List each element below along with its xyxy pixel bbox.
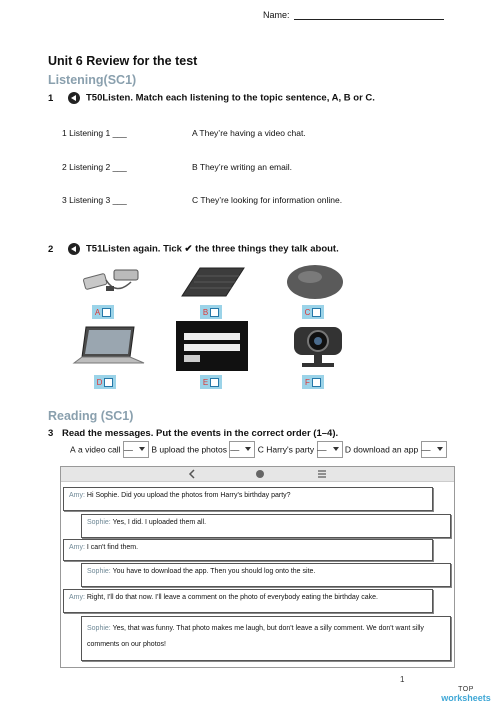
- question-2: [48, 243, 339, 255]
- question-1-text: T50Listen. Match each listening to the topic sentence, A, B or C.: [86, 92, 375, 104]
- logo-top-text: TOP: [458, 686, 474, 693]
- question-3: [48, 428, 338, 439]
- message-text: Right, I'll do that now. I'll leave a comment on the photo of everybody eating the birthday cake.: [86, 594, 378, 601]
- tick-box-b-letter: B: [202, 307, 209, 317]
- event-a-label: a video call: [78, 444, 121, 455]
- picture-c: [280, 258, 350, 303]
- unit-title: Unit 6 Review for the test: [48, 54, 198, 68]
- option-b: B They’re writing an email.: [192, 162, 292, 172]
- question-2-text: T51Listen again. Tick ✔ the three things they talk about.: [86, 243, 339, 255]
- picture-a: [76, 258, 146, 303]
- tick-box-e[interactable]: [200, 375, 222, 389]
- question-1: [48, 92, 375, 104]
- message-sender: Amy:: [69, 594, 85, 601]
- message-sender: Sophie:: [87, 519, 111, 526]
- checkbox-c[interactable]: [312, 308, 321, 317]
- message-sophie-3: [81, 616, 451, 661]
- message-text: Hi Sophie. Did you upload the photos from Harry's birthday party?: [86, 492, 291, 499]
- chevron-down-icon: [333, 447, 339, 451]
- event-b-letter: B: [151, 444, 157, 455]
- event-c-value: __: [317, 442, 327, 451]
- name-field: [263, 10, 444, 20]
- event-d-label: download an app: [353, 444, 419, 455]
- checkbox-a[interactable]: [102, 308, 111, 317]
- tick-box-b[interactable]: [200, 305, 222, 319]
- tick-box-e-letter: E: [202, 377, 209, 387]
- chevron-down-icon: [245, 447, 251, 451]
- message-sophie-2: [81, 563, 451, 587]
- event-a-dropdown[interactable]: [123, 441, 149, 458]
- home-icon[interactable]: [255, 469, 265, 479]
- match-item-1: 1 Listening 1 ___: [62, 128, 127, 138]
- checkbox-f[interactable]: [312, 378, 321, 387]
- checkbox-e[interactable]: [210, 378, 219, 387]
- option-c: C They’re looking for information online.: [192, 195, 343, 205]
- topworksheets-logo: [436, 686, 496, 702]
- tick-box-d-letter: D: [96, 377, 103, 387]
- back-chevron-icon[interactable]: [187, 469, 197, 479]
- chevron-down-icon: [437, 447, 443, 451]
- event-c-letter: C: [257, 444, 264, 455]
- tick-box-f[interactable]: [302, 375, 324, 389]
- tick-box-c-letter: C: [304, 307, 311, 317]
- question-3-text: Read the messages. Put the events in the correct order (1–4).: [62, 428, 339, 439]
- picture-d: [72, 323, 148, 371]
- menu-icon[interactable]: [317, 469, 327, 479]
- event-a-value: __: [123, 442, 133, 451]
- checkbox-b[interactable]: [210, 308, 219, 317]
- logo-bottom-text: worksheets: [441, 693, 491, 703]
- audio-speaker-icon[interactable]: [68, 92, 80, 104]
- name-label: Name:: [263, 10, 290, 20]
- question-1-number: 1: [48, 92, 54, 104]
- event-d-dropdown[interactable]: [421, 441, 447, 458]
- message-amy-3: [63, 589, 433, 613]
- tick-box-a[interactable]: [92, 305, 114, 319]
- option-a: A They’re having a video chat.: [192, 128, 306, 138]
- tick-box-d[interactable]: [94, 375, 116, 389]
- laptop-icon: [72, 323, 148, 371]
- mouse-icon: [280, 258, 350, 303]
- event-b-value: __: [230, 442, 240, 451]
- question-3-number: 3: [48, 428, 54, 439]
- event-b-label: upload the photos: [159, 444, 227, 455]
- audio-speaker-icon[interactable]: [68, 243, 80, 255]
- tick-box-c[interactable]: [302, 305, 324, 319]
- name-blank: [294, 10, 444, 20]
- usb-power-bank-icon: [76, 258, 146, 303]
- listening-section-title: Listening(SC1): [48, 73, 137, 87]
- chevron-down-icon: [139, 447, 145, 451]
- tick-box-f-letter: F: [305, 377, 310, 387]
- webcam-icon: [288, 321, 348, 373]
- message-text: Yes, I did. I uploaded them all.: [112, 519, 207, 526]
- match-item-2: 2 Listening 2 ___: [62, 162, 127, 172]
- event-d-value: __: [421, 442, 431, 451]
- message-amy-2: [63, 539, 433, 561]
- match-item-3: 3 Listening 3 ___: [62, 195, 127, 205]
- checkbox-d[interactable]: [104, 378, 113, 387]
- picture-e: [176, 321, 248, 371]
- event-d-letter: D: [344, 444, 352, 455]
- message-text: You have to download the app. Then you should log onto the site.: [112, 568, 316, 575]
- message-text: I can't find them.: [86, 544, 139, 551]
- page-number: 1: [400, 675, 405, 684]
- message-sender: Amy:: [69, 492, 85, 499]
- message-sender: Amy:: [69, 544, 85, 551]
- event-order-row: [70, 441, 447, 458]
- message-text: Yes, that was funny. That photo makes me laugh, but don't leave a silly comment. We don't want silly comments on our photos!: [87, 625, 424, 648]
- message-sender: Sophie:: [87, 625, 111, 632]
- event-a-letter: A: [70, 444, 76, 455]
- message-sender: Sophie:: [87, 568, 111, 575]
- tick-box-a-letter: A: [94, 307, 101, 317]
- keyboard-icon: [178, 258, 248, 303]
- message-sophie-1: [81, 514, 451, 538]
- reading-section-title: Reading (SC1): [48, 409, 134, 423]
- event-c-dropdown[interactable]: [317, 441, 343, 458]
- message-thread: [60, 466, 455, 668]
- event-b-dropdown[interactable]: [229, 441, 255, 458]
- picture-f: [288, 321, 348, 373]
- message-amy-1: [63, 487, 433, 511]
- event-c-label: Harry's party: [266, 444, 315, 455]
- picture-b: [178, 258, 248, 303]
- login-screen-icon: [176, 321, 248, 371]
- phone-status-bar: [61, 467, 454, 482]
- question-2-number: 2: [48, 243, 54, 255]
